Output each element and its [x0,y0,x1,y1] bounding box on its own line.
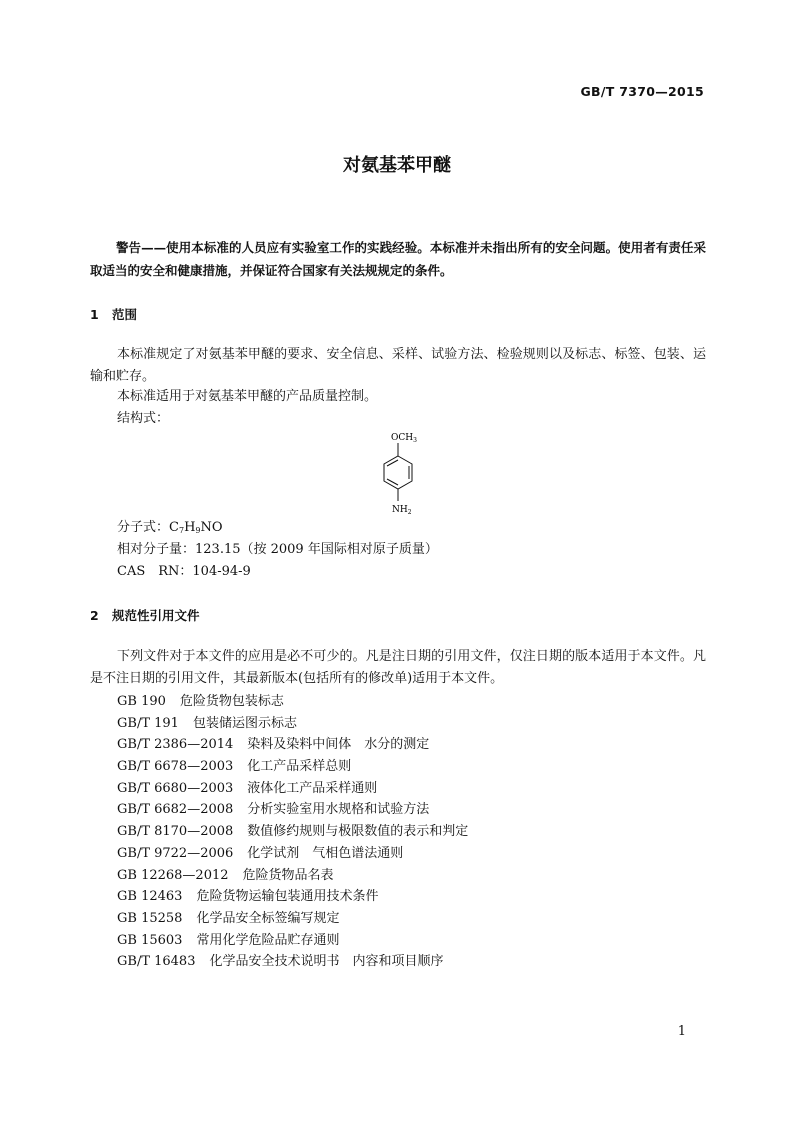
reference-title: 常用化学危险品贮存通则 [196,932,340,948]
reference-title: 染料及染料中间体 水分的测定 [247,737,430,753]
reference-title: 化学品安全技术说明书 内容和项目顺序 [209,954,444,970]
reference-title: 化学品安全标签编写规定 [196,910,340,926]
reference-title: 化工产品采样总则 [247,759,352,775]
reference-item [117,930,468,952]
reference-item [117,865,468,887]
reference-code: GB 15258 [117,910,183,926]
section-2-title: 规范性引用文件 [112,608,200,623]
reference-item [117,756,468,778]
section-1-heading [90,305,137,323]
reference-item [117,778,468,800]
reference-title: 危险货物包装标志 [179,694,284,709]
reference-title: 危险货物运输包装通用技术条件 [196,889,379,905]
amino-group-label: $NH_2$ [392,505,412,516]
reference-item [117,713,468,735]
document-title: 对氨基苯甲醚 [343,155,451,176]
reference-code: GB/T 9722—2006 [117,845,234,861]
reference-item [117,799,468,821]
reference-code: GB/T 6680—2003 [117,780,234,796]
references-intro: 下列文件对于本文件的应用是必不可少的。凡是注日期的引用文件，仅注日期的版本适用于本文件。凡是不注日期的引用文件，其最新版本(包括所有的修改单)适用于本文件。 [90,649,706,686]
reference-code: GB 12463 [117,889,183,905]
reference-item [117,691,468,713]
scope-applicability: 本标准适用于对氨基苯甲醚的产品质量控制。 [117,389,378,404]
reference-title: 分析实验室用水规格和试验方法 [247,802,430,818]
reference-item [117,908,468,930]
standard-code: GB/T 7370—2015 [580,84,704,99]
section-2-number: 2 [90,608,99,623]
reference-code: GB/T 191 [117,715,179,731]
reference-item [117,951,468,973]
reference-title: 液体化工产品采样通则 [247,780,378,796]
reference-item [117,886,468,908]
methoxy-group-label: $OCH_3$ [391,433,417,444]
page-number: 1 [677,1024,686,1039]
reference-code: GB/T 16483 [117,954,196,970]
structure-label: 结构式： [117,411,170,426]
reference-title: 包装储运图示标志 [192,715,297,731]
reference-code: GB/T 6682—2008 [117,802,234,818]
reference-code: GB 190 [117,694,166,709]
reference-code: GB 12268—2012 [117,867,229,883]
scope-paragraph: 本标准规定了对氨基苯甲醚的要求、安全信息、采样、试验方法、检验规则以及标志、标签、包装、运输和贮存。 [90,347,706,384]
benzene-ring [384,456,412,489]
section-1-title: 范围 [112,307,138,322]
section-2-heading [90,606,200,624]
reference-item [117,843,468,865]
reference-code: GB 15603 [117,932,183,948]
section-1-number: 1 [90,307,99,322]
reference-item [117,734,468,756]
cas-number: CAS RN：104-94-9 [117,564,251,579]
reference-item [117,821,468,843]
reference-title: 化学试剂 气相色谱法通则 [247,845,404,861]
molecular-formula: 分子式：$C_7H_9NO$ [117,520,223,535]
reference-list [117,691,468,973]
reference-title: 危险货物品名表 [242,867,334,883]
reference-code: GB/T 6678—2003 [117,759,234,775]
reference-title: 数值修约规则与极限数值的表示和判定 [247,824,469,840]
molecular-mass: 相对分子量：123.15（按 2009 年国际相对原子质量） [117,542,438,557]
reference-code: GB/T 2386—2014 [117,737,234,753]
warning-paragraph: 警告——使用本标准的人员应有实验室工作的实践经验。本标准并未指出所有的安全问题。使用者有责任采取适当的安全和健康措施，并保证符合国家有关法规规定的条件。 [90,240,706,278]
structural-formula-diagram [370,426,430,518]
reference-code: GB/T 8170—2008 [117,824,234,840]
